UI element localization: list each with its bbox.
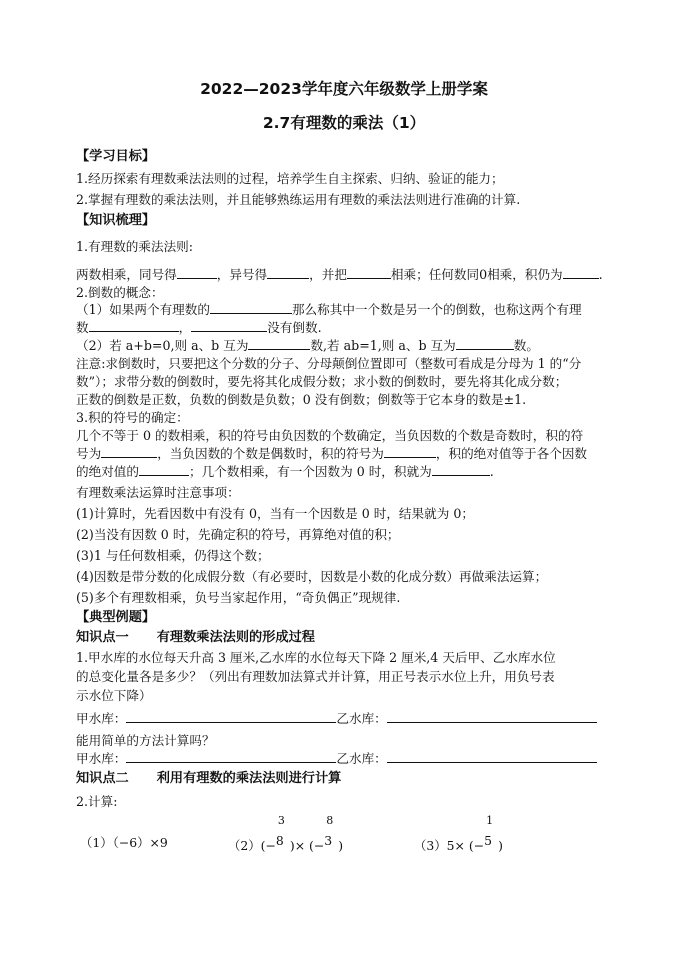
note-item: (5)多个有理数相乘，负号当家起作用，“奇负偶正”现规律. <box>76 590 401 605</box>
rule-line: 两数相乘，同号得 ，异号得 ，并把 相乘；任何数同0相乘，积仍为 . <box>76 267 603 282</box>
knowledge-header: 【知识梳理】 <box>76 213 156 228</box>
note-item: (2)当没有因数 0 时，先确定积的符号，再算绝对值的积； <box>76 527 400 542</box>
blank-field[interactable] <box>191 320 267 332</box>
answer-blank[interactable] <box>387 751 597 763</box>
blank-field[interactable] <box>139 464 189 476</box>
fraction: 3 8 <box>275 814 285 848</box>
rule-title: 1.有理数的乘法法则: <box>76 239 194 254</box>
reservoir-jia-label: 甲水库： <box>76 751 127 766</box>
blank-field[interactable] <box>563 267 599 279</box>
exercise-1: （1）（−6）×9 <box>80 835 168 850</box>
examples-header: 【典型例题】 <box>76 610 156 625</box>
goal-item: 2.掌握有理数的乘法法则，并且能够熟练运用有理数的乘法法则进行准确的计算. <box>76 192 521 207</box>
simple-method-question: 能用简单的方法计算吗？ <box>76 733 215 748</box>
goal-item: 1.经历探索有理数乘法法则的过程，培养学生自主探索、归纳、验证的能力； <box>76 171 504 186</box>
compute-question: 2.计算: <box>76 794 118 809</box>
blank-field[interactable] <box>347 267 391 279</box>
sign-line-3: 的绝对值的 ；几个数相乘，有一个因数为 0 时，积就为 . <box>76 464 494 479</box>
fraction: 8 3 <box>324 814 334 848</box>
note-line: 注意:求倒数时，只要把这个分数的分子、分母颠倒位置即可（整数可看成是分母为 1 的“分 <box>76 356 582 371</box>
reciprocal-line-3: （2）若 a+b=0,则 a、b 互为 数,若 ab=1,则 a、b 互为 数。 <box>76 338 539 353</box>
answer-blank[interactable] <box>387 711 597 723</box>
blank-field[interactable] <box>248 338 310 350</box>
sign-line-1: 几个不等于 0 的数相乘，积的符号由负因数的个数确定，当负因数的个数是奇数时，积的符 <box>76 428 584 443</box>
lesson-subtitle: 2.7有理数的乘法（1） <box>262 114 426 132</box>
reservoir-yi-label: 乙水库： <box>336 751 387 766</box>
answer-row-2 <box>76 750 597 767</box>
question-line: 示水位下降） <box>76 688 152 703</box>
reciprocal-line-1: （1）如果两个有理数的 那么称其中一个数是另一个的倒数，也称这两个有理 <box>76 302 582 317</box>
blank-field[interactable] <box>101 446 157 458</box>
reservoir-yi-label: 乙水库： <box>336 711 387 726</box>
blank-field[interactable] <box>432 464 490 476</box>
reservoir-jia-label: 甲水库： <box>76 711 127 726</box>
exercise-3: （3）5× (− 1 5 ) <box>414 814 503 853</box>
notes-title: 有理数乘法运算时注意事项： <box>76 485 240 500</box>
note-line: 正数的倒数是正数，负数的倒数是负数；0 没有倒数；倒数等于它本身的数是±1. <box>76 392 527 407</box>
exercise-2: （2）(− 3 8 )× (− 8 3 ) <box>228 814 344 853</box>
goals-header: 【学习目标】 <box>76 149 156 164</box>
note-item: (4)因数是带分数的化成假分数（有必要时，因数是小数的化成分数）再做乘法运算； <box>76 569 548 584</box>
note-line: 数”）；求带分数的倒数时，要先将其化成假分数；求小数的倒数时，要先将其化成分数； <box>76 374 568 389</box>
knowledge-point-2: 知识点二 利用有理数的乘法法则进行计算 <box>76 771 342 786</box>
blank-field[interactable] <box>210 302 292 314</box>
blank-field[interactable] <box>267 267 309 279</box>
sign-title: 3.积的符号的确定： <box>76 410 189 425</box>
question-line: 的总变化量各是多少？（列出有理数加法算式并计算，用正号表示水位上升，用负号表 <box>76 669 555 684</box>
fraction: 1 5 <box>484 814 494 848</box>
worksheet-title: 2022—2023学年度六年级数学上册学案 <box>200 80 488 98</box>
blank-field[interactable] <box>89 320 179 332</box>
reciprocal-line-2: 数 ， 没有倒数. <box>76 320 322 335</box>
blank-field[interactable] <box>384 446 436 458</box>
blank-field[interactable] <box>177 267 217 279</box>
reciprocal-title: 2.倒数的概念： <box>76 285 164 300</box>
question-line: 1.甲水库的水位每天升高 3 厘米,乙水库的水位每天下降 2 厘米,4 天后甲、乙水库水位 <box>76 650 556 665</box>
answer-blank[interactable] <box>126 711 336 723</box>
sign-line-2: 号为 ，当负因数的个数是偶数时，积的符号为 ，积的绝对值等于各个因数 <box>76 446 587 461</box>
note-item: (1)计算时，先看因数中有没有 0，当有一个因数是 0 时，结果就为 0； <box>76 506 474 521</box>
knowledge-point-1: 知识点一 有理数乘法法则的形成过程 <box>76 630 315 645</box>
note-item: (3)1 与任何数相乘，仍得这个数； <box>76 548 270 563</box>
answer-blank[interactable] <box>126 751 336 763</box>
blank-field[interactable] <box>456 338 514 350</box>
answer-row-1 <box>76 710 597 727</box>
